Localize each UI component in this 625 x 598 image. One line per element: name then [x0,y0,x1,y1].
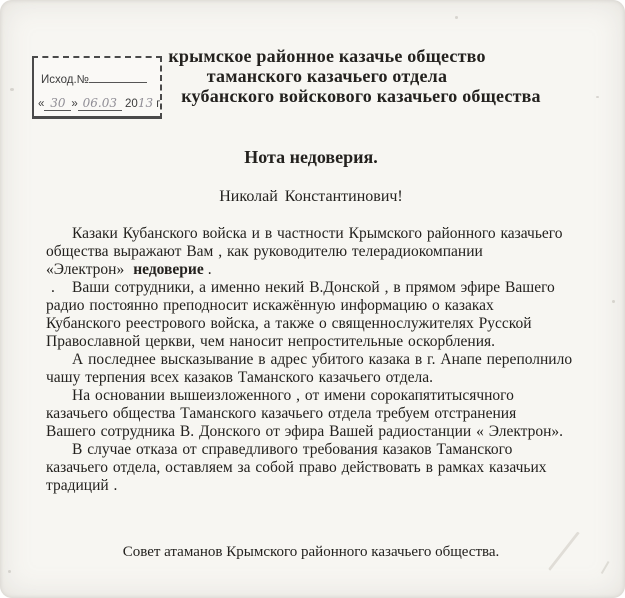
scan-speck [612,300,615,303]
body-line: Вашего сотрудника В. Донского от эфира Вашей радиостанции « Электрон». [46,423,564,440]
org-header-line: таманского казачьего отдела [206,66,448,86]
organization-header [30,46,624,106]
body-line: Кубанского реестрового войска, а также о священнослужителях Русской [46,315,532,332]
year-printed: 20 [125,98,138,110]
org-header-line: кубанского войскового казачьего общества [181,86,541,106]
scan-speck [10,88,14,91]
handwritten-year: 13 [137,96,154,110]
body-line-part: Ваши сотрудники, а именно некий В.Донской , в прямом эфире Вашего [72,279,555,296]
handwritten-month: 06.03 [78,96,122,111]
body-line: Казаки Кубанского войска и в частности Крымского районного казачьего [72,225,563,242]
stray-dot: . [51,279,55,296]
body-line: чашу терпения всех казаков Таманского казачьего отдела. [46,369,433,386]
document-title: Нота недоверия. [244,147,378,167]
body-line-part: . [207,261,212,278]
body-line: Православной церкви, чем наносит непростительные оскорбления. [46,333,495,350]
body-line: казачьего отдела, оставляем за собой право действовать в рамках казачьих [46,459,547,476]
emphasized-word: недоверие [133,261,204,278]
body-line-part: «Электрон» [46,261,125,278]
year-suffix: г. [156,98,163,110]
body-line: казачьего общества Таманского казачьего отдела требуем отстранения [46,405,517,422]
body-line: радио постоянно преподносит искажённую информацию о казаках [46,297,494,314]
body-line [46,279,591,297]
body-line: В случае отказа от справедливого требования казаков Таманского [72,441,513,458]
org-header-line: крымское районное казачье общество [168,46,486,66]
quote-close: » [71,98,78,110]
body-line: А последнее высказывание в адрес убитого казака в г. Анапе переполнило [72,351,573,368]
body-line: традиций . [46,477,118,494]
handwritten-day: 30 [44,96,71,111]
letter-body [46,225,591,495]
scan-speck [455,16,458,19]
body-line: На основании вышеизложенного , от имени сорокапятитысячного [72,387,514,404]
body-line [46,261,591,279]
scan-scratch [601,561,611,575]
signature-line: Совет атаманов Крымского районного казачьего общества. [122,544,500,560]
quote-open: « [38,98,45,110]
body-line: общества выражают Вам , как руководителю телерадиокомпании [46,243,483,260]
outgoing-number-label: Исход.№ [41,74,90,86]
scan-speck [8,570,11,573]
salutation: Николай Константинович! [219,188,403,205]
